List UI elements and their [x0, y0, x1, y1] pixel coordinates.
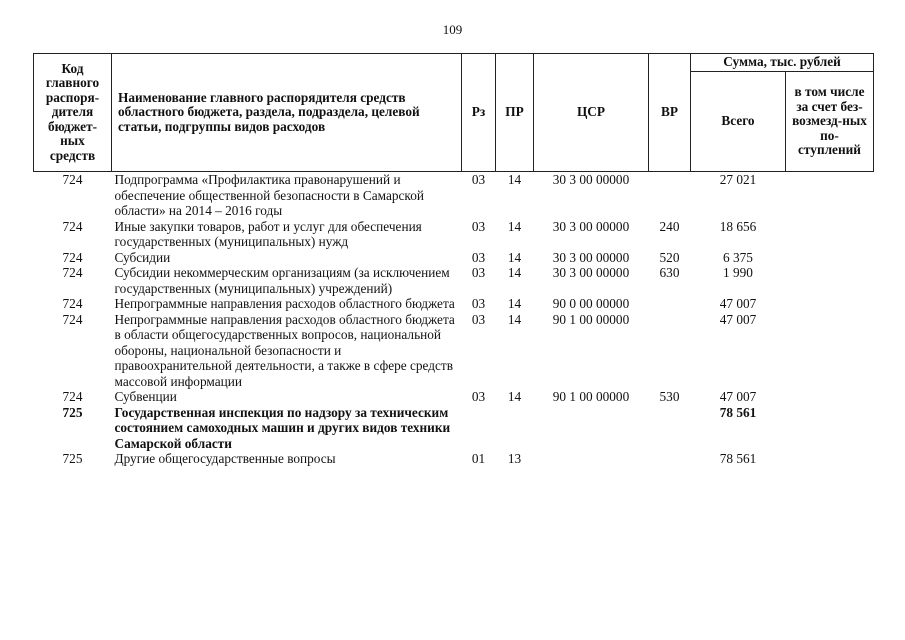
cell-pr: 14: [507, 249, 522, 265]
cell-name: Субсидии некоммерческим организациям (за исключением государственных (муниципальных) учреждений): [114, 265, 450, 296]
cell-gratuitous: [786, 389, 874, 405]
cell-pr: 14: [507, 172, 522, 187]
cell-name: Государственная инспекция по надзору за техническим состоянием самоходных машин и других видов техники Самарской области: [114, 404, 451, 451]
page-number: 109: [442, 22, 463, 37]
cell-name: Непрограммные направления расходов областного бюджета: [114, 296, 455, 311]
table-row: [34, 312, 874, 390]
cell-name: Иные закупки товаров, работ и услуг для обеспечения государственных (муниципальных) нужд: [114, 218, 422, 249]
cell-pr: 14: [507, 311, 522, 327]
table-row: [34, 451, 874, 467]
cell-csr: 90 1 00 00000: [552, 389, 630, 404]
cell-code: 724: [62, 218, 83, 234]
cell-rz: 03: [471, 389, 486, 404]
cell-rz: 03: [471, 218, 486, 234]
cell-rz: 03: [471, 249, 486, 265]
cell-code: 724: [62, 265, 83, 280]
cell-vr: [649, 405, 691, 452]
table-row: [34, 405, 874, 452]
header-csr: ЦСР: [534, 54, 649, 172]
cell-name: Субвенции: [114, 389, 177, 404]
header-total: Всего: [691, 72, 786, 172]
table-row: [34, 219, 874, 250]
header-rz: Рз: [462, 54, 496, 172]
cell-vr: 520: [659, 249, 680, 265]
cell-gratuitous: [786, 405, 874, 452]
table-row: [34, 250, 874, 266]
table-row: [34, 389, 874, 405]
cell-gratuitous: [786, 172, 874, 219]
cell-name: Субсидии: [114, 249, 171, 265]
cell-rz: [462, 405, 496, 452]
cell-gratuitous: [786, 296, 874, 312]
cell-code: 724: [62, 311, 83, 327]
cell-csr: 90 1 00 00000: [552, 311, 630, 327]
cell-rz: 01: [471, 451, 486, 466]
cell-total: 18 656: [719, 218, 757, 234]
header-code: Код главного распоря-дителя бюджет-ных средств: [34, 54, 112, 172]
cell-csr: 30 3 00 00000: [552, 249, 630, 265]
cell-pr: 13: [507, 451, 522, 466]
cell-csr: 30 3 00 00000: [552, 172, 630, 187]
cell-pr: 14: [507, 389, 522, 404]
cell-vr: 240: [659, 218, 680, 234]
cell-rz: 03: [471, 296, 486, 311]
cell-vr: [649, 172, 691, 219]
cell-total: 47 007: [719, 389, 757, 404]
cell-name: Подпрограмма «Профилактика правонарушений и обеспечение общественной безопасности в Самарской области» на 2014 – 2016 годы: [114, 172, 424, 218]
cell-rz: 03: [471, 311, 486, 327]
header-pr: ПР: [496, 54, 534, 172]
cell-pr: [496, 405, 534, 452]
cell-gratuitous: [786, 451, 874, 467]
cell-code: 724: [62, 389, 83, 404]
cell-vr: [649, 312, 691, 390]
cell-vr: 530: [659, 389, 680, 404]
cell-csr: 90 0 00 00000: [552, 296, 630, 311]
cell-total: 47 007: [719, 311, 757, 327]
budget-table: [33, 53, 874, 467]
cell-csr: [534, 405, 649, 452]
cell-name: Непрограммные направления расходов областного бюджета в области общегосударственных вопросов, национальной обороны, национальной безопасности и правоохранительной деятельности, а также в сфере средств массовой информации: [114, 311, 455, 389]
cell-name: Другие общегосударственные вопросы: [114, 451, 336, 466]
header-name: Наименование главного распорядителя средств областного бюджета, раздела, подраздела, целевой статьи, подгруппы видов расходов: [112, 54, 462, 172]
cell-code: 725: [62, 451, 83, 466]
header-sum: Сумма, тыс. рублей: [691, 54, 874, 72]
cell-csr: 30 3 00 00000: [552, 218, 630, 234]
cell-gratuitous: [786, 219, 874, 250]
cell-vr: [649, 451, 691, 467]
cell-rz: 03: [471, 265, 486, 280]
cell-total: 27 021: [719, 172, 757, 187]
cell-code: 724: [62, 296, 83, 311]
cell-gratuitous: [786, 312, 874, 390]
cell-vr: [649, 296, 691, 312]
cell-pr: 14: [507, 265, 522, 280]
table-body: [34, 172, 874, 467]
cell-gratuitous: [786, 250, 874, 266]
cell-vr: 630: [659, 265, 680, 280]
cell-pr: 14: [507, 218, 522, 234]
cell-gratuitous: [786, 265, 874, 296]
cell-total: 78 561: [719, 451, 757, 466]
cell-total: 47 007: [719, 296, 757, 311]
cell-total: 6 375: [723, 249, 753, 265]
cell-rz: 03: [471, 172, 486, 187]
table-header: [34, 54, 874, 172]
cell-code: 724: [62, 172, 83, 187]
cell-pr: 14: [507, 296, 522, 311]
cell-code: 725: [62, 404, 83, 420]
cell-total: 78 561: [719, 404, 757, 420]
cell-csr: 30 3 00 00000: [552, 265, 630, 280]
header-gratuitous: в том числе за счет без-возмезд-ных по-ступлений: [786, 72, 874, 172]
header-vr: ВР: [649, 54, 691, 172]
cell-code: 724: [62, 249, 83, 265]
cell-total: 1 990: [723, 265, 753, 280]
table-row: [34, 296, 874, 312]
table-row: [34, 265, 874, 296]
cell-csr: [534, 451, 649, 467]
table-row: [34, 172, 874, 219]
